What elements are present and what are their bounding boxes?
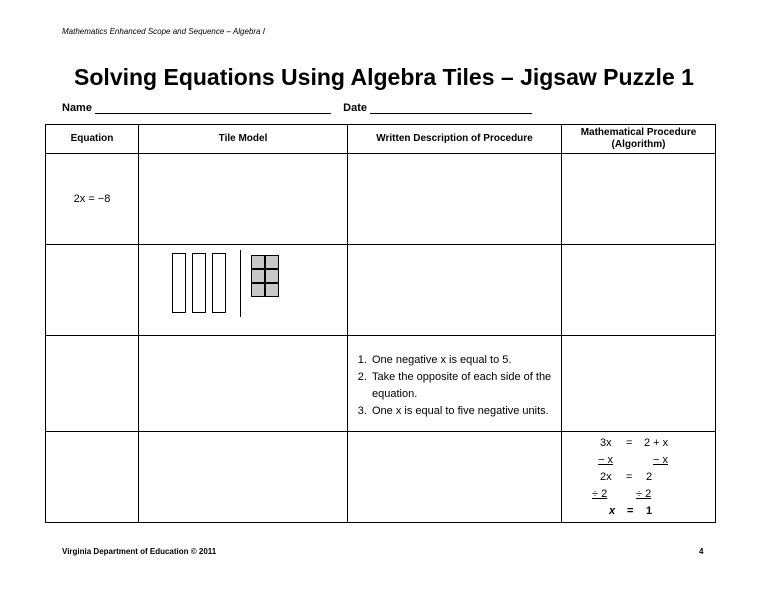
date-line[interactable]: [370, 102, 532, 114]
description-cell: [348, 336, 562, 432]
jigsaw-table: [45, 124, 716, 523]
tile-model-cell: [139, 336, 348, 432]
algo-line3-right: 2: [646, 471, 653, 483]
procedure-steps: [354, 352, 555, 420]
equation-cell: [46, 336, 139, 432]
algorithm-cell: [562, 432, 716, 523]
algorithm-steps: [562, 432, 715, 522]
algo-line5-eq: =: [627, 505, 634, 517]
x-tile: [172, 253, 186, 313]
unit-tile: [265, 255, 279, 269]
tile-model-cell: [139, 154, 348, 245]
name-line[interactable]: [95, 102, 331, 114]
algo-line1-left: 3x: [600, 437, 612, 449]
list-item: 2. Take the opposite of each side of the equation.: [370, 369, 555, 403]
tile-model: [139, 245, 347, 335]
algorithm-cell: [562, 154, 716, 245]
header-tile-model: Tile Model: [139, 125, 348, 154]
description-cell: [348, 245, 562, 336]
x-tile: [192, 253, 206, 313]
unit-tile: [251, 283, 265, 297]
unit-tile: [265, 283, 279, 297]
header-mathematical-procedure: Mathematical Procedure (Algorithm): [562, 125, 716, 154]
description-cell: [348, 154, 562, 245]
algo-line4-right: ÷ 2: [636, 488, 652, 500]
algorithm-cell: [562, 245, 716, 336]
header-written-description: Written Description of Procedure: [348, 125, 562, 154]
algo-line3-eq: =: [626, 471, 633, 483]
description-cell: [348, 432, 562, 523]
name-label: Name: [62, 102, 92, 114]
equation-text: 2x = −8: [73, 193, 111, 205]
algorithm-cell: [562, 336, 716, 432]
unit-tile: [265, 269, 279, 283]
name-date-row: [62, 102, 532, 114]
algo-line1-eq: =: [626, 437, 633, 449]
footer-copyright: Virginia Department of Education © 2011: [62, 547, 217, 556]
algo-line5-left: x: [609, 505, 616, 517]
page-title: Solving Equations Using Algebra Tiles – Jigsaw Puzzle 1: [74, 64, 694, 90]
unit-tile-group: [251, 255, 279, 297]
list-item: 1. One negative x is equal to 5.: [370, 352, 555, 369]
equation-cell: [46, 154, 139, 245]
equation-cell: [46, 245, 139, 336]
tile-model-cell: [139, 245, 348, 336]
unit-tile: [251, 255, 265, 269]
page-number: 4: [699, 547, 704, 556]
equals-divider: [240, 250, 241, 317]
algo-line2-right: − x: [653, 454, 668, 466]
equation-cell: [46, 432, 139, 523]
x-tile: [212, 253, 226, 313]
header-equation: Equation: [46, 125, 139, 154]
list-item: 3. One x is equal to five negative units.: [370, 403, 555, 420]
table-row: [46, 336, 716, 432]
tile-model-cell: [139, 432, 348, 523]
algo-line1-right: 2 + x: [644, 437, 669, 449]
algo-line2-left: − x: [598, 454, 613, 466]
unit-tile: [251, 269, 265, 283]
header-note: Mathematics Enhanced Scope and Sequence – Algebra I: [62, 27, 265, 36]
algo-line4-left: ÷ 2: [592, 488, 608, 500]
table-row: [46, 154, 716, 245]
date-label: Date: [343, 102, 367, 114]
algo-line5-right: 1: [646, 505, 653, 517]
table-row: [46, 432, 716, 523]
table-row: [46, 245, 716, 336]
header-row: [46, 125, 716, 154]
algo-line3-left: 2x: [600, 471, 612, 483]
